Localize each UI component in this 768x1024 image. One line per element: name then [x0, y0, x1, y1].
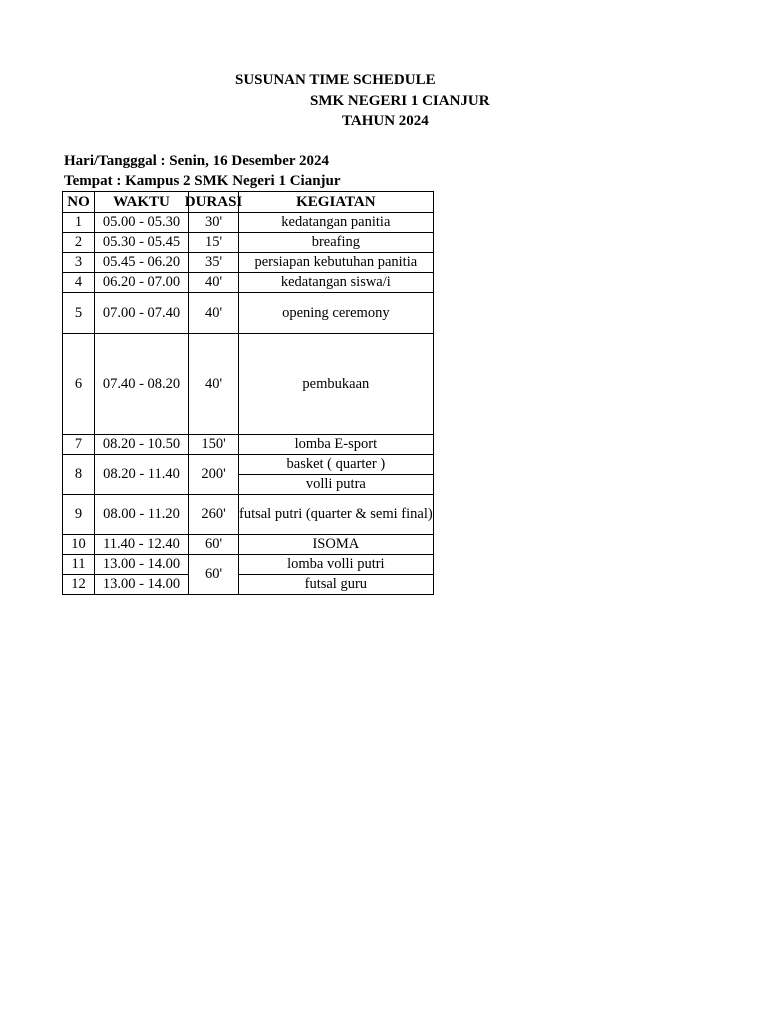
table-row: [63, 455, 434, 475]
table-row: [63, 253, 434, 273]
cell-no: 8: [63, 455, 95, 495]
cell-kegiatan: ISOMA: [239, 535, 434, 555]
table-row: [63, 334, 434, 435]
info-place: Tempat : Kampus 2 SMK Negeri 1 Cianjur: [64, 173, 341, 189]
heading-title: SUSUNAN TIME SCHEDULE: [235, 72, 436, 88]
header-waktu: WAKTU: [95, 192, 189, 213]
cell-waktu: 05.00 - 05.30: [95, 213, 189, 233]
header-kegiatan: KEGIATAN: [239, 192, 434, 213]
cell-durasi: 40': [189, 273, 239, 293]
table-row: [63, 535, 434, 555]
cell-no: 5: [63, 293, 95, 334]
cell-kegiatan: futsal guru: [239, 575, 434, 595]
header-no: NO: [63, 192, 95, 213]
cell-no: 6: [63, 334, 95, 435]
cell-kegiatan: basket ( quarter ): [239, 455, 434, 475]
cell-waktu: 08.20 - 11.40: [95, 455, 189, 495]
table-row: [63, 495, 434, 535]
header-durasi-label: DURASI: [184, 193, 243, 210]
cell-no: 9: [63, 495, 95, 535]
table-row: [63, 555, 434, 575]
cell-no: 1: [63, 213, 95, 233]
document-heading: [0, 68, 490, 134]
cell-durasi: 150': [189, 435, 239, 455]
cell-waktu: 08.00 - 11.20: [95, 495, 189, 535]
cell-waktu: 08.20 - 10.50: [95, 435, 189, 455]
cell-no: 10: [63, 535, 95, 555]
cell-kegiatan: opening ceremony: [239, 293, 434, 334]
cell-no: 7: [63, 435, 95, 455]
cell-waktu: 11.40 - 12.40: [95, 535, 189, 555]
cell-durasi: 200': [189, 455, 239, 495]
table-row: [63, 233, 434, 253]
cell-kegiatan: kedatangan siswa/i: [239, 273, 434, 293]
cell-kegiatan: breafing: [239, 233, 434, 253]
cell-no: 12: [63, 575, 95, 595]
cell-no: 2: [63, 233, 95, 253]
table-header-row: [63, 192, 434, 213]
cell-durasi: 60': [189, 555, 239, 595]
cell-kegiatan: futsal putri (quarter & semi final): [239, 495, 434, 535]
cell-durasi: 30': [189, 213, 239, 233]
cell-kegiatan: kedatangan panitia: [239, 213, 434, 233]
cell-durasi: 15': [189, 233, 239, 253]
cell-kegiatan: persiapan kebutuhan panitia: [239, 253, 434, 273]
heading-school: SMK NEGERI 1 CIANJUR: [310, 93, 490, 109]
cell-no: 4: [63, 273, 95, 293]
table-row: [63, 575, 434, 595]
cell-waktu: 07.00 - 07.40: [95, 293, 189, 334]
cell-waktu: 05.30 - 05.45: [95, 233, 189, 253]
cell-waktu: 05.45 - 06.20: [95, 253, 189, 273]
cell-no: 3: [63, 253, 95, 273]
cell-durasi: 40': [189, 293, 239, 334]
table-row: [63, 213, 434, 233]
cell-durasi: 35': [189, 253, 239, 273]
info-date: Hari/Tangggal : Senin, 16 Desember 2024: [64, 153, 330, 169]
cell-waktu: 07.40 - 08.20: [95, 334, 189, 435]
cell-durasi: 60': [189, 535, 239, 555]
cell-kegiatan: volli putra: [239, 475, 434, 495]
table-row: [63, 293, 434, 334]
cell-waktu: 06.20 - 07.00: [95, 273, 189, 293]
heading-year: TAHUN 2024: [342, 113, 429, 129]
cell-waktu: 13.00 - 14.00: [95, 575, 189, 595]
cell-waktu: 13.00 - 14.00: [95, 555, 189, 575]
table-row: [63, 435, 434, 455]
cell-durasi: 260': [189, 495, 239, 535]
cell-no: 11: [63, 555, 95, 575]
table-row: [63, 273, 434, 293]
schedule-table: [62, 191, 434, 595]
cell-kegiatan: pembukaan: [239, 334, 434, 435]
cell-durasi: 40': [189, 334, 239, 435]
cell-kegiatan: lomba volli putri: [239, 555, 434, 575]
header-durasi: [184, 192, 243, 213]
cell-kegiatan: lomba E-sport: [239, 435, 434, 455]
